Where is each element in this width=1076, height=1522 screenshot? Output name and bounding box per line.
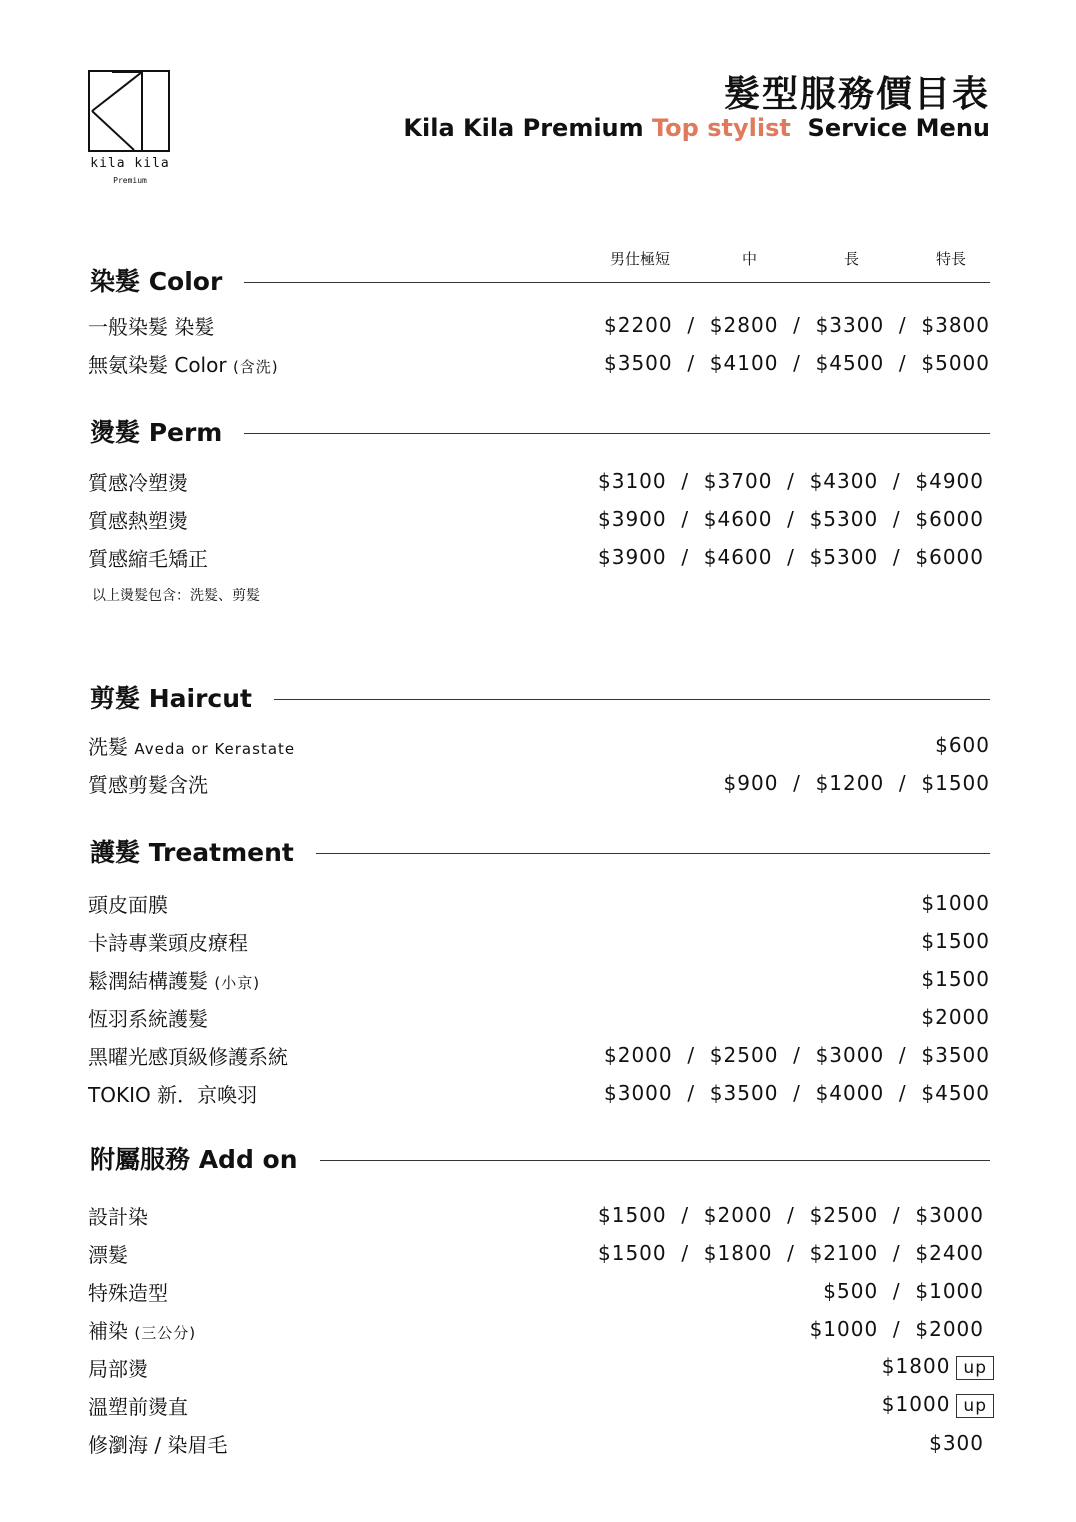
section-color: [90, 262, 990, 298]
menu-item: 特殊造型 $500 / $1000: [88, 1279, 984, 1305]
page-subtitle: Kila Kila Premium Top stylist Service Menu: [403, 114, 990, 142]
menu-item: 無氨染髮 Color (含洗) $3500 / $4100 / $4500 / $5000: [88, 351, 990, 377]
menu-item: 漂髮 $1500 / $1800 / $2100 / $2400: [88, 1241, 984, 1267]
section-title: 燙髮 Perm: [90, 418, 223, 447]
section-treatment: [90, 833, 990, 869]
menu-item: 一般染髮 染髮 $2200 / $2800 / $3300 / $3800: [88, 313, 990, 339]
column-header-extra-long: 特長: [936, 250, 967, 268]
menu-item: 質感縮毛矯正 $3900 / $4600 / $5300 / $6000: [88, 545, 984, 571]
menu-item: 黑曜光感頂級修護系統 $2000 / $2500 / $3000 / $3500: [88, 1043, 990, 1069]
up-badge: up: [956, 1394, 994, 1418]
menu-item: 質感熱塑燙 $3900 / $4600 / $5300 / $6000: [88, 507, 984, 533]
menu-item: 修瀏海 / 染眉毛 $300: [88, 1431, 984, 1457]
menu-item: 鬆潤結構護髮 (小京) $1500: [88, 967, 990, 993]
menu-item: 設計染 $1500 / $2000 / $2500 / $3000: [88, 1203, 984, 1229]
menu-item: 溫塑前燙直 $1000 up: [88, 1390, 994, 1420]
menu-item: 頭皮面膜 $1000: [88, 891, 990, 917]
divider: [244, 282, 990, 283]
divider: [316, 853, 990, 854]
brand-name: kila kila: [90, 156, 170, 171]
menu-item: 質感冷塑燙 $3100 / $3700 / $4300 / $4900: [88, 469, 984, 495]
section-haircut: [90, 679, 990, 715]
menu-item: 恆羽系統護髮 $2000: [88, 1005, 990, 1031]
menu-item: 局部燙 $1800 up: [88, 1352, 994, 1382]
divider: [274, 699, 990, 700]
divider: [320, 1160, 990, 1161]
divider: [244, 433, 990, 434]
menu-item: 卡詩專業頭皮療程 $1500: [88, 929, 990, 955]
section-addon: [90, 1140, 990, 1176]
section-title: 染髮 Color: [90, 267, 223, 296]
section-title: 附屬服務 Add on: [90, 1145, 298, 1174]
section-title: 護髮 Treatment: [90, 838, 294, 867]
up-badge: up: [956, 1356, 994, 1380]
section-title: 剪髮 Haircut: [90, 684, 252, 713]
menu-item: 洗髮 Aveda or Kerastate $600: [88, 733, 990, 759]
column-header-short: 男仕極短: [610, 250, 671, 268]
menu-item: 質感剪髮含洗 $900 / $1200 / $1500: [88, 771, 990, 797]
subtitle-accent: Top stylist: [652, 114, 791, 142]
brand-logo-mark: [88, 70, 170, 152]
menu-item: 補染 (三公分) $1000 / $2000: [88, 1317, 984, 1343]
menu-item: TOKIO 新．京喚羽 $3000 / $3500 / $4000 / $4500: [88, 1081, 990, 1107]
column-header-long: 長: [844, 250, 860, 268]
perm-note: 以上燙髮包含：洗髮、剪髮: [92, 588, 260, 604]
column-header-medium: 中: [742, 250, 758, 268]
brand-sub: Premium: [113, 176, 147, 185]
section-perm: [90, 413, 990, 449]
page-title: 髮型服務價目表: [723, 74, 990, 115]
k-logo-icon: [90, 72, 168, 150]
